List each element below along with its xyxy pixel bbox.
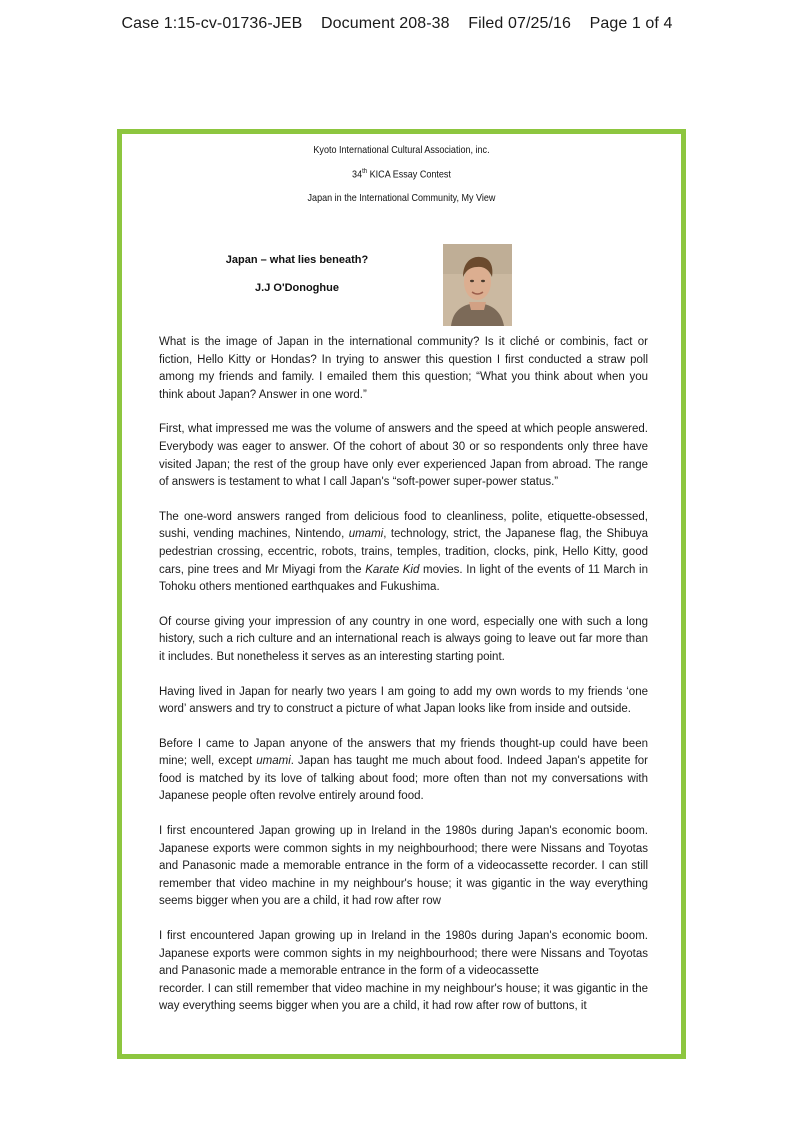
paragraph-6 <box>159 736 648 806</box>
contest-name <box>161 168 642 181</box>
essay-author: J.J O'Donoghue <box>255 282 339 294</box>
paragraph-3-text-c: movies. In light of the events of 11 March in Tohoku others mentioned earthquakes and Fukushima. <box>159 563 648 594</box>
essay-body <box>159 334 648 1016</box>
essay-frame <box>117 129 686 1059</box>
paragraph-7: I first encountered Japan growing up in Ireland in the 1980s during Japan's economic boom. Japanese exports were common sights in my neighbourhood; there were Nissans and Toyotas and Panasonic made a memorable entrance in the form of a videocassette recorder. I can still remember that video machine in my neighbour's house; it was gigantic in the way everything seems bigger when you are a child, it had row after row <box>159 825 648 908</box>
case-number: Case 1:15-cv-01736-JEB <box>121 15 303 32</box>
contest-number-suffix: th <box>362 168 368 175</box>
document-number: Document 208-38 <box>320 15 450 32</box>
essay-title: Japan – what lies beneath? <box>225 254 369 266</box>
paragraph-3 <box>159 509 648 597</box>
paragraph-6-umami: umami <box>256 755 291 768</box>
paragraph-8-text-b: recorder. I can still remember that video machine in my neighbour's house; it was gigantic in the way everything seems bigger when you are a child, it had row after row of buttons, it <box>159 982 648 1013</box>
paragraph-6-text-a: Before I came to Japan anyone of the answers that my friends thought-up could have been mine; well, except <box>159 737 648 768</box>
page-number: Page 1 of 4 <box>589 15 673 32</box>
contest-title: KICA Essay Contest <box>369 168 451 181</box>
contest-theme: Japan in the International Community, My View <box>307 192 496 204</box>
paragraph-5: Having lived in Japan for nearly two years I am going to add my own words to my friends ‘one word’ answers and try to construct a picture of what Japan looks like from inside and outside. <box>159 685 648 716</box>
author-portrait-icon <box>443 244 512 326</box>
org-name: Kyoto International Cultural Association, inc. <box>313 144 490 156</box>
paragraph-6-text-b: . Japan has taught me much about food. Indeed Japan's appetite for food is matched by its love of talking about food; more often than not my conversations with Japanese people often revolve entirely around food. <box>159 755 648 803</box>
paragraph-3-movie: Karate Kid <box>365 563 420 576</box>
paragraph-8-text-a: I first encountered Japan growing up in Ireland in the 1980s during Japan's economic boom. Japanese exports were common sights in my neighbourhood; there were Nissans and Toyotas and Panasonic made a memorable entrance in the form of a videocassette <box>159 930 648 978</box>
paragraph-8 <box>159 928 648 1016</box>
paragraph-3-umami: umami <box>348 528 384 541</box>
filed-date: Filed 07/25/16 <box>468 15 572 32</box>
paragraph-3-text-a: The one-word answers ranged from delicious food to cleanliness, polite, etiquette-obsessed, sushi, vending machines, Nintendo, <box>159 510 648 541</box>
paragraph-1: What is the image of Japan in the international community? Is it cliché or combinis, fact or fiction, Hello Kitty or Hondas? In trying to answer this question I first conducted a straw poll among my friends and family. I emailed them this question; “What you think about when you think about Japan? Answer in one word.” <box>159 336 648 401</box>
paragraph-2: First, what impressed me was the volume of answers and the speed at which people answered. Everybody was eager to answer. Of the cohort of about 30 or so respondents only three have visited Japan; the rest of the group have only ever experienced Japan from abroad. The range of answers is testament to what I call Japan's “soft-power super-power status.” <box>159 423 648 489</box>
case-header <box>0 15 794 33</box>
paragraph-3-text-b: , technology, strict, the Japanese flag, the Shibuya pedestrian crossing, eccentric, robots, trains, temples, tradition, clocks, pink, Hello Kitty, good cars, pine trees and Mr Miyagi from the <box>159 528 649 576</box>
author-photo <box>443 244 512 326</box>
paragraph-4: Of course giving your impression of any country in one word, especially one with such a long history, such a rich culture and an international reach is always going to leave out far more than it includes. But nonetheless it serves as an interesting starting point. <box>159 615 648 663</box>
contest-number: 34 <box>352 168 363 181</box>
